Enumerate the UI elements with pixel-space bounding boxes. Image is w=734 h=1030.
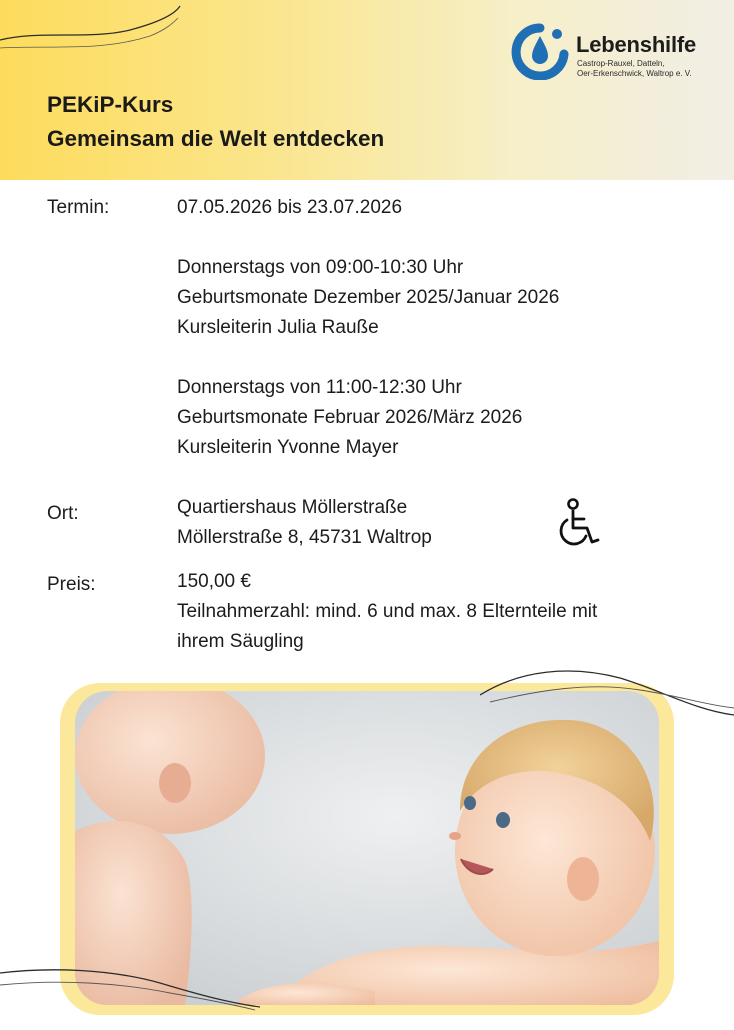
group2-months: Geburtsmonate Februar 2026/März 2026	[177, 407, 523, 428]
group1-months: Geburtsmonate Dezember 2025/Januar 2026	[177, 287, 560, 308]
ort-address: Möllerstraße 8, 45731 Waltrop	[177, 527, 432, 548]
title-line-2: Gemeinsam die Welt entdecken	[47, 126, 385, 151]
termin-label: Termin:	[47, 197, 110, 218]
ort-label: Ort:	[47, 503, 79, 524]
preis-price: 150,00 €	[177, 571, 251, 592]
termin-date-range: 07.05.2026 bis 23.07.2026	[177, 197, 403, 218]
preis-values	[177, 567, 687, 657]
logo-sub-line-1: Castrop-Rauxel, Datteln,	[577, 59, 665, 68]
wheelchair-icon	[556, 498, 602, 550]
group2-time: Donnerstags von 11:00-12:30 Uhr	[177, 377, 462, 398]
logo-subtitle	[577, 59, 692, 79]
termin-values	[177, 193, 687, 463]
decorative-wave-lines	[0, 0, 200, 70]
preis-label: Preis:	[47, 574, 96, 595]
lebenshilfe-logo	[510, 22, 720, 84]
ort-values	[177, 493, 687, 553]
preis-participants-2: ihrem Säugling	[177, 631, 304, 652]
decorative-wave-left	[0, 955, 260, 1015]
group1-leader: Kursleiterin Julia Rauße	[177, 317, 379, 338]
decorative-wave-right	[480, 660, 734, 730]
group2-leader: Kursleiterin Yvonne Mayer	[177, 437, 399, 458]
logo-name: Lebenshilfe	[576, 32, 697, 57]
lebenshilfe-logo-icon	[510, 22, 570, 80]
title-line-1: PEKiP-Kurs	[47, 92, 174, 117]
page-title	[47, 88, 384, 156]
ort-place: Quartiershaus Möllerstraße	[177, 497, 408, 518]
logo-sub-line-2: Oer-Erkenschwick, Waltrop e. V.	[577, 69, 692, 78]
group1-time: Donnerstags von 09:00-10:30 Uhr	[177, 257, 464, 278]
preis-participants-1: Teilnahmerzahl: mind. 6 und max. 8 Elternteile mit	[177, 601, 598, 622]
